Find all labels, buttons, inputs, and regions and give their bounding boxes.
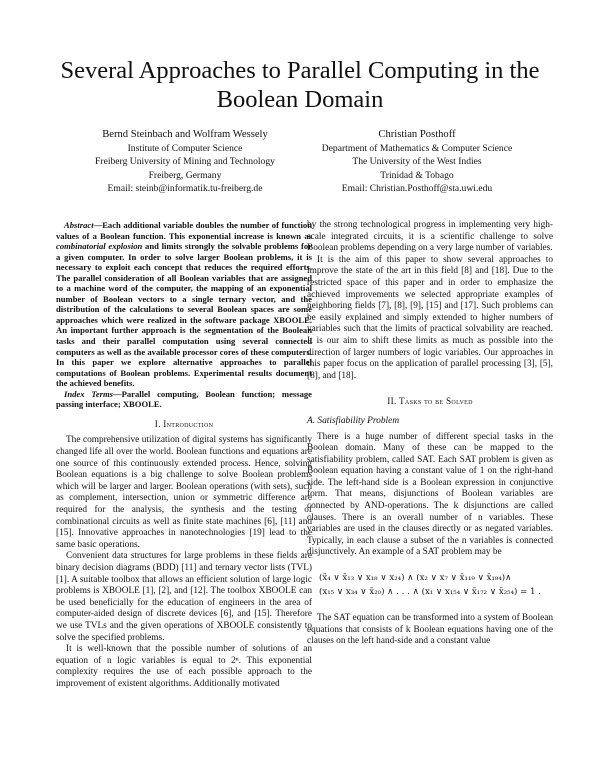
author-email: Email: steinb@informatik.tu-freiberg.de — [107, 182, 263, 194]
author-name: Christian Posthoff — [378, 129, 456, 140]
equation-line-2: (x₁₅ ∨ x₃₄ ∨ x̄₂₀) ∧ . . . ∧ (x₁ ∨ x₁₅₄ ∨ x̄₁₇₂ ∨ x̄₂₅₄) = 1 . — [319, 587, 541, 598]
author-block-2 — [292, 128, 542, 195]
paragraph: by the strong technological progress in implementing very high-scale integrated circuits, it is a scientific challenge to solve Boolean problems depending on a very large number of variables. — [307, 220, 553, 254]
index-terms — [56, 389, 312, 410]
paragraph: It is the aim of this paper to show several approaches to improve the state of the art in this field [8] and [18]. Due to the restricted space of this paper and in order to emphasize the achieved improvements we selected appropriate examples of neighboring fields [7], [8], [9], [15] and [17]. Such problems can be easily explained and simply extended to higher numbers of variables such that the limits of practical solvability are reached. It is our aim to shift these limits as much as possible into the direction of larger numbers of logic variables. Our approaches in this paper focus on the application of parallel processing [3], [5], [8], and [18]. — [307, 254, 553, 381]
left-column — [56, 220, 312, 691]
subsection-heading-sat: A. Satisfiability Problem — [307, 415, 400, 426]
abstract-text-b: and limits strongly the solvable problems for a given computer. In order to solve larger Boolean problems, it is necessary to exploit each concept that reduces the required efforts. The parallel consideration of all Boolean variables that are assigned to a machine word of the computer, the mapping of an exponential number of Boolean vectors to a single ternary vector, and the distribution of the calculations to several Boolean spaces are some approaches which were realized in the software package XBOOLE. An important further approach is the segmentation of the Boolean tasks and their parallel computation using several connected computers as well as the available processor cores of these computers. In this paper we explore alternative approaches to parallel computations of Boolean problems. Experimental results document the achieved benefits. — [56, 241, 312, 389]
paper-title — [0, 56, 600, 114]
author-name: Bernd Steinbach and Wolfram Wessely — [102, 129, 268, 140]
title-line-1: Several Approaches to Parallel Computing in the — [60, 57, 540, 84]
author-location: Trinidad & Tobago — [380, 169, 454, 181]
author-affiliation: The University of the West Indies — [352, 156, 482, 168]
paragraph: The comprehensive utilization of digital systems has significantly changed life all over the world. Boolean functions and equations are one source of this continuously extended process. Hence, solving Boolean equations is a big challenge to solve Boolean problems which will be larger and larger. Boolean operations (with sets), such as complement, intersection, union or symmetric difference are required for the analysis, the synthesis and the testing of combinational circuits as well as finite state machines [6], [11] and [15]. Innovative approaches in nanotechnologies [19] lead to the same basic operations. — [56, 435, 312, 550]
author-affiliation: Department of Mathematics & Computer Science — [321, 143, 513, 155]
author-block-1 — [60, 128, 310, 195]
paragraph: There is a huge number of different special tasks in the Boolean domain. Many of these can be mapped to the satisfiability problem, called SAT. Each SAT problem is given as Boolean equation having a constant value of 1 on the right-hand side. The left-hand side is a Boolean expression in conjunctive form. That means, disjunctions of Boolean variables are connected by AND-operations. The k disjunctions are called clauses. There is an overall number of n variables. These variables are used in the clauses directly or as negated variables. Typically, in each clause a subset of the n variables is connected disjunctively. An example of a SAT problem may be — [307, 431, 553, 558]
right-column — [307, 220, 553, 648]
paragraph: The SAT equation can be transformed into a system of Boolean equations that consists of k Boolean equations having one of the clauses on the left hand-side and a constant value — [307, 613, 553, 647]
author-affiliation: Institute of Computer Science — [127, 143, 243, 155]
equation-line-1: (x̄₄ ∨ x̄₁₃ ∨ x₁₈ ∨ x₂₄) ∧ (x₂ ∨ x₇ ∨ x̄₁₁₉ ∨ x̄₁₈₄)∧ — [319, 573, 512, 584]
title-line-2: Boolean Domain — [216, 86, 384, 113]
abstract-label: Abstract — [64, 220, 94, 230]
index-terms-label: Index Terms — [64, 388, 114, 399]
author-location: Freiberg, Germany — [148, 169, 222, 181]
sat-equation — [307, 571, 553, 599]
section-heading-introduction: I. Introduction — [154, 418, 214, 429]
paragraph: Convenient data structures for large problems in these fields are binary decision diagrams (BDD) [11] and ternary vector lists (TVL) [1]. A suitable toolbox that allows an efficient solution of large logic problems is XBOOLE [1], [2], and [12]. The toolbox XBOOLE can be used beneficially for the education of engineers in the area of computer-aided design of discrete devices [6], and [15]. Therefore we use TVLs and the given operations of XBOOLE consistently to solve the specified problems. — [56, 551, 312, 643]
author-affiliation: Freiberg University of Mining and Technology — [95, 156, 275, 168]
section-heading-tasks: II. Tasks to be Solved — [387, 396, 473, 407]
abstract — [56, 220, 312, 389]
paragraph: It is well-known that the possible number of solutions of an equation of n logic variables is equal to 2ⁿ. This exponential complexity requires the use of each possible approach to the improvement of existent algorithms. Additionally motivated — [56, 644, 312, 689]
abstract-text-a: —Each additional variable doubles the number of function values of a Boolean function. This exponential increase is known as — [56, 220, 312, 241]
abstract-emphasis: combinatorial explosion — [56, 241, 143, 252]
author-email: Email: Christian.Posthoff@sta.uwi.edu — [341, 182, 493, 194]
index-terms-text: —Parallel computing, Boolean function; message passing interface; XBOOLE. — [56, 388, 312, 410]
